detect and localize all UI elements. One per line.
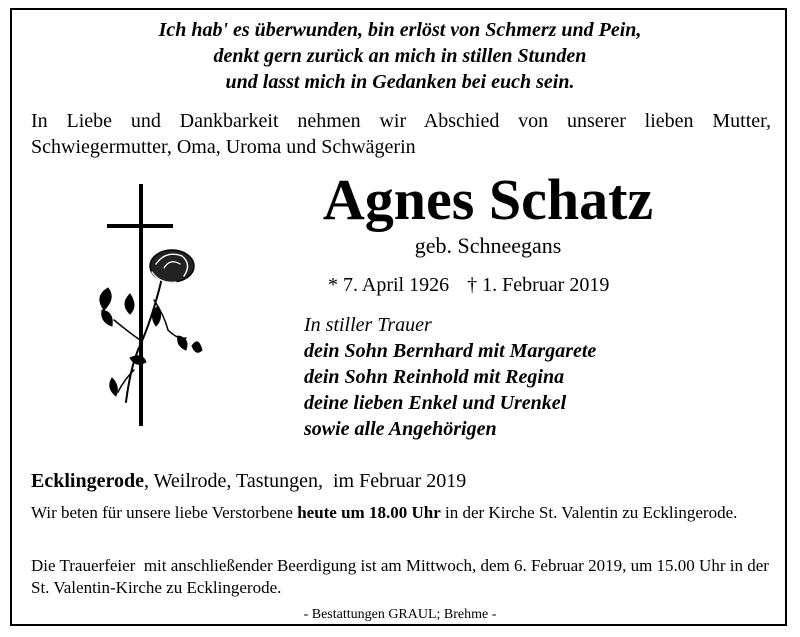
place-and-date	[31, 468, 771, 494]
prayer-notice-before: Wir beten für unsere liebe Verstorbene	[31, 503, 298, 522]
maiden-name: geb. Schneegans	[414, 233, 562, 258]
rose-icon	[100, 250, 202, 402]
mourner-line: dein Sohn Bernhard mit Margarete	[304, 340, 597, 362]
mourner-line: sowie alle Angehörigen	[304, 418, 497, 440]
prayer-notice-after: in der Kirche St. Valentin zu Ecklingerode.	[440, 503, 738, 522]
memorial-poem	[0, 17, 800, 95]
life-dates	[328, 272, 658, 298]
prayer-notice-time: heute um 18.00 Uhr	[297, 503, 441, 522]
place-town: Ecklingerode	[31, 470, 144, 492]
deceased-name: Agnes Schatz	[322, 167, 654, 232]
poem-line-3: und lasst mich in Gedanken bei euch sein.	[225, 71, 575, 93]
prayer-notice	[31, 502, 771, 524]
intro-text: In Liebe und Dankbarkeit nehmen wir Abschied von unserer lieben Mutter, Schwiegermutter, Oma, Uroma und Schwägerin	[31, 110, 771, 158]
undertaker-credit: - Bestattungen GRAUL; Brehme -	[303, 607, 497, 622]
mourner-line: dein Sohn Reinhold mit Regina	[304, 366, 565, 388]
place-rest: , Weilrode, Tastungen, im Februar 2019	[143, 470, 467, 492]
mourners-list	[304, 312, 704, 442]
birth-date: * 7. April 1926	[328, 274, 450, 296]
funeral-notice: Die Trauerfeier mit anschließender Beerdigung ist am Mittwoch, dem 6. Februar 2019, um 15.00 Uhr in der St. Valentin-Kirche zu Ecklingerode.	[31, 556, 774, 597]
mourners-lead: In stiller Trauer	[304, 314, 432, 336]
death-date: † 1. Februar 2019	[467, 274, 610, 296]
poem-line-1: Ich hab' es überwunden, bin erlöst von Schmerz und Pein,	[158, 19, 642, 41]
mourner-line: deine lieben Enkel und Urenkel	[304, 392, 567, 414]
cross-and-rose-illustration	[90, 180, 210, 430]
poem-line-2: denkt gern zurück an mich in stillen Stunden	[213, 45, 587, 67]
